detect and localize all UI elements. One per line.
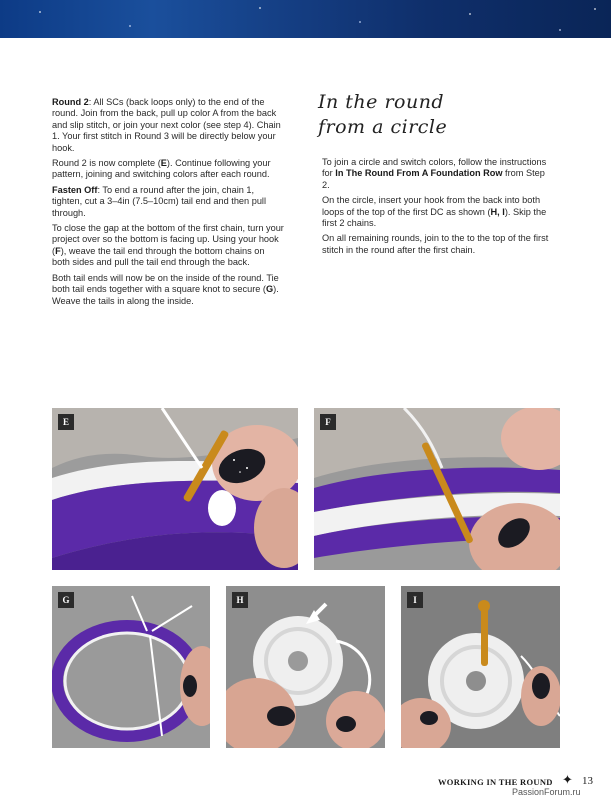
photo-g-label: G [58, 592, 74, 608]
fasten-paragraph [52, 185, 284, 219]
left-column [52, 97, 284, 311]
page-number: 13 [582, 775, 593, 787]
gap-a: To close the gap at the bottom of the first chain, turn your project over so the bottom is facing up. Using your hook ( [52, 223, 284, 256]
photo-i-label: I [407, 592, 423, 608]
p2-ref: H, I [490, 206, 505, 217]
section-heading [318, 90, 558, 140]
p2-a: On the circle, insert your hook from the back into both loops of the top of the first DC as shown ( [322, 195, 541, 217]
tails-a: Both tail ends will now be on the inside of the round. Tie both tail ends together with a square knot to secure ( [52, 272, 279, 295]
p2-b: ). Skip the first 2 chains. [322, 206, 547, 229]
star-icon: ✦ [562, 773, 573, 788]
photo-g [52, 586, 210, 748]
round2-complete-ref: E [160, 158, 167, 169]
round2-complete-b: ). Continue following your pattern, joining and switching colors after each round. [52, 158, 271, 180]
photo-h-illustration [226, 586, 385, 748]
join-circle-paragraph [322, 157, 554, 191]
tails-b: ). Weave the tails in along the inside. [52, 284, 279, 306]
round2-paragraph [52, 97, 284, 154]
tails-ref: G [266, 284, 274, 295]
heading-line-1: In the round [318, 91, 445, 113]
round2-text: : All SCs (back loops only) to the end of the round. Join from the back, pull up color A from the back and slip stitch, or join your next color (see step 4). Chain 1. Your first stitch in Round 3 will be directly below your hook. [52, 97, 281, 153]
watermark: PassionForum.ru [512, 787, 581, 797]
p1-a: To join a circle and switch colors, follow the instructions for [322, 157, 547, 179]
tails-paragraph [52, 273, 284, 307]
fasten-text: : To end a round after the join, chain 1, tighten, cut a 3–4in (7.5–10cm) tail end and then pull through. [52, 184, 267, 218]
fasten-label: Fasten Off [52, 184, 98, 195]
gap-ref: F [55, 245, 61, 256]
photo-e-illustration [52, 408, 298, 570]
photo-f-label: F [320, 414, 336, 430]
photo-h-label: H [232, 592, 248, 608]
photo-i-illustration [401, 586, 560, 748]
p1-b: from Step 2. [322, 168, 545, 190]
top-banner [0, 0, 611, 38]
round2-complete-a: Round 2 is now complete ( [52, 158, 161, 169]
right-column [322, 157, 554, 260]
photo-e [52, 408, 298, 570]
gap-b: ), weave the tail end through the bottom chains on both sides and pull the tail end through the back. [52, 245, 265, 268]
heading-line-2: from a circle [318, 116, 448, 138]
photo-e-label: E [58, 414, 74, 430]
photo-f [314, 408, 560, 570]
photo-h [226, 586, 385, 748]
round2-label: Round 2 [52, 97, 89, 107]
photo-g-illustration [52, 586, 210, 748]
insert-hook-paragraph [322, 195, 554, 229]
banner-stars [0, 0, 611, 38]
remaining-rounds-paragraph: On all remaining rounds, join to the to the top of the first stitch in the round after the first chain. [322, 233, 549, 255]
gap-paragraph [52, 223, 284, 269]
round2-complete-paragraph [52, 158, 284, 181]
photo-i [401, 586, 560, 748]
p1-bold: In The Round From A Foundation Row [335, 168, 503, 179]
running-footer-title: WORKING IN THE ROUND [438, 777, 553, 787]
photo-f-illustration [314, 408, 560, 570]
